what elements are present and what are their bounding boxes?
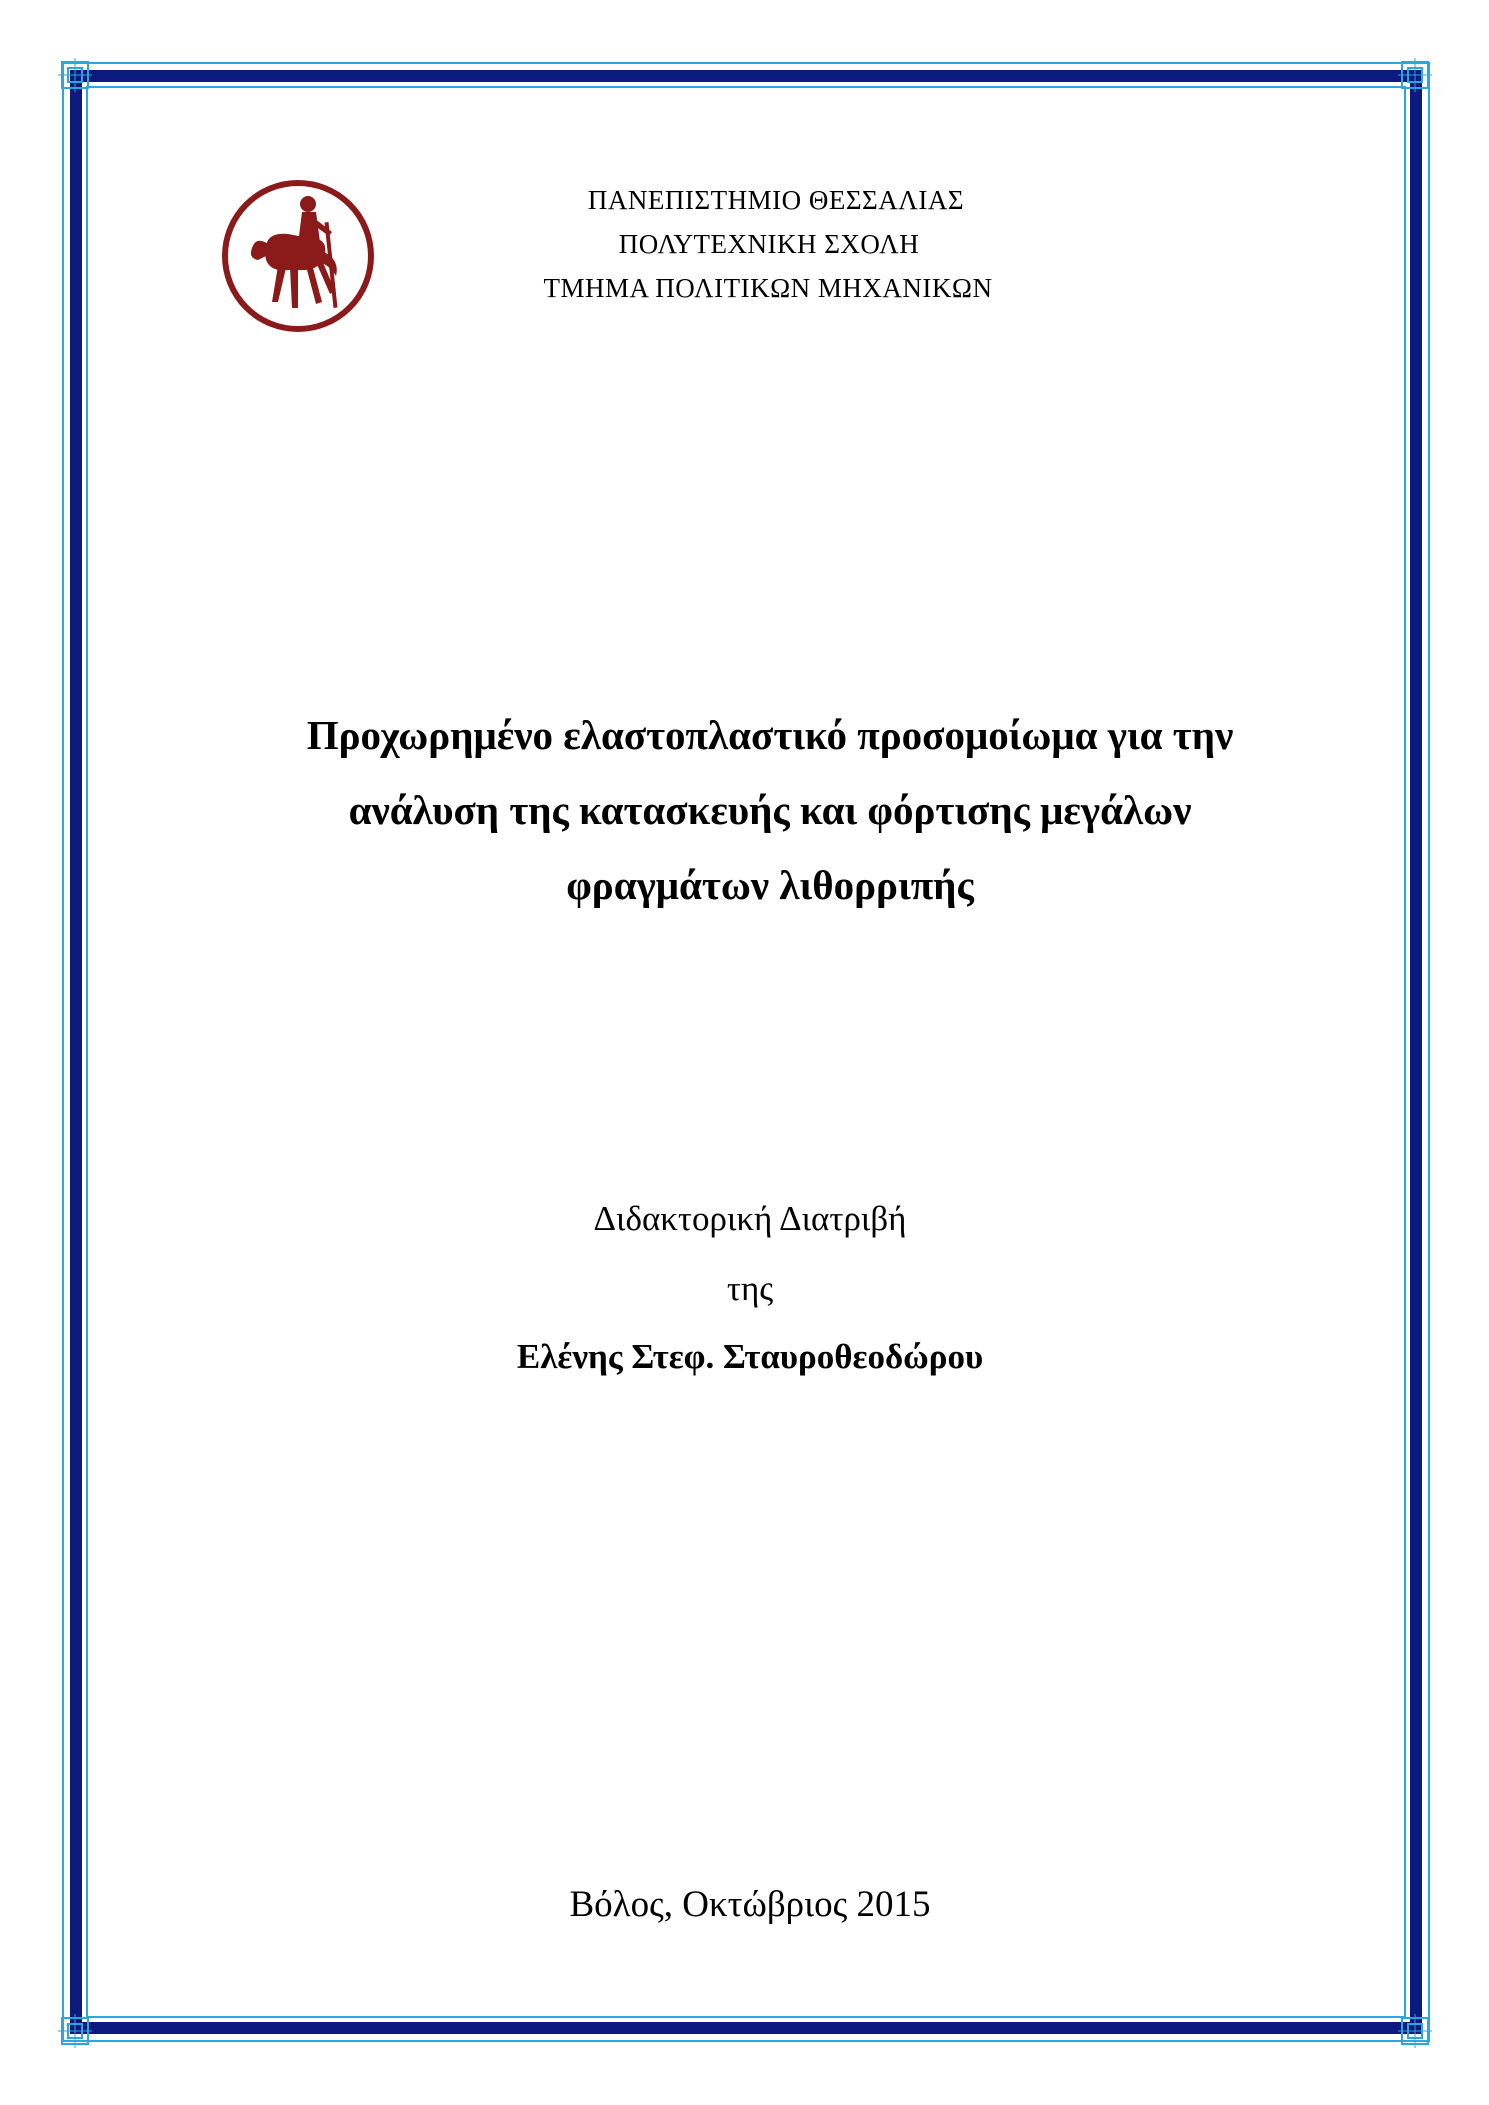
border-corner-ornament-icon (1398, 58, 1432, 92)
thesis-title-line: Προχωρημένο ελαστοπλαστικό προσομοίωμα για την (306, 712, 1234, 758)
thesis-type: Διδακτορική Διατριβή (593, 1199, 907, 1238)
border-corner-ornament-icon (58, 58, 92, 92)
border-corner-ornament-icon (1398, 2014, 1432, 2048)
university-name: ΠΑΝΕΠΙΣΤΗΜΙΟ ΘΕΣΣΑΛΙΑΣ (587, 185, 965, 215)
university-seal-icon (208, 162, 384, 344)
thesis-title (180, 698, 1360, 923)
institution-block (420, 178, 1120, 310)
school-name: ΠΟΛΥΤΕΧΝΙΚΗ ΣΧΟΛΗ (618, 229, 920, 259)
thesis-title-line: φραγμάτων λιθορριπής (566, 862, 974, 908)
thesis-of-label: της (726, 1269, 774, 1308)
page-border-inner-line (86, 86, 1406, 2018)
border-corner-ornament-icon (58, 2014, 92, 2048)
department-name: ΤΜΗΜΑ ΠΟΛΙΤΙΚΩΝ ΜΗΧΑΝΙΚΩΝ (543, 273, 993, 303)
author-name: Ελένης Στεφ. Σταυροθεοδώρου (516, 1337, 984, 1376)
place-date: Βόλος, Οκτώβριος 2015 (569, 1884, 931, 1925)
thesis-title-line: ανάλυση της κατασκευής και φόρτισης μεγάλων (348, 787, 1192, 833)
